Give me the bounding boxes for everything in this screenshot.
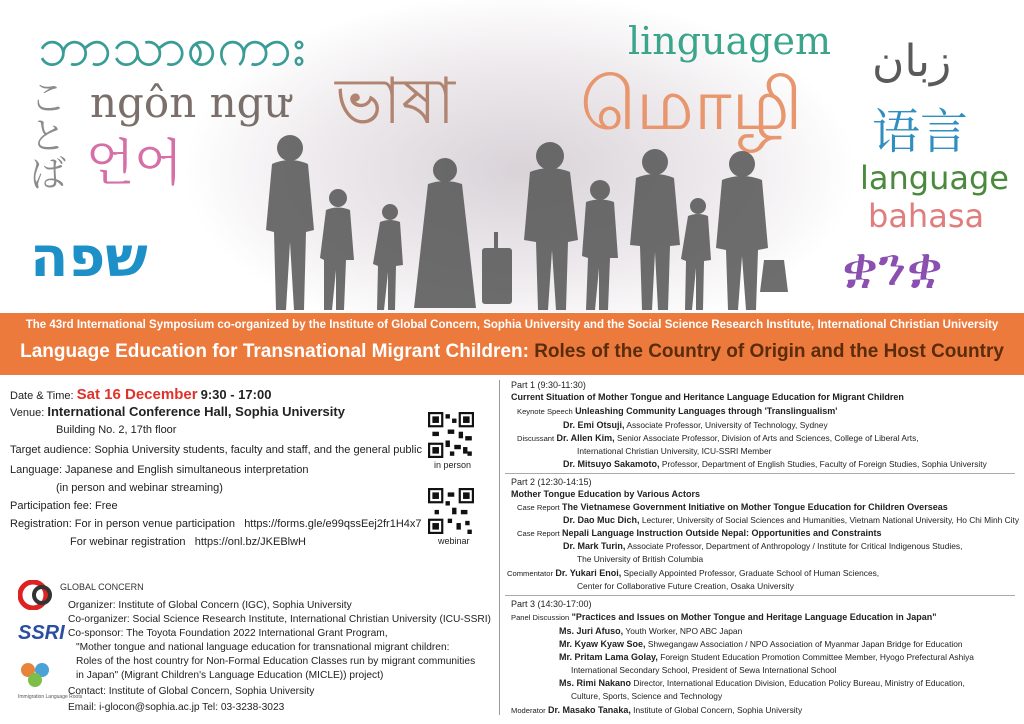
word-korean: 언어 xyxy=(86,134,183,192)
discussant-role: Discussant xyxy=(517,434,555,443)
registration-link-webinar[interactable]: https://onl.bz/JKEBlwH xyxy=(194,536,307,548)
part2-speaker2 xyxy=(563,541,962,551)
case-role: Case Report xyxy=(517,529,560,538)
title-part2: Roles of the Country of Origin and the Host Country xyxy=(534,341,1004,362)
word-persian: زبان xyxy=(872,36,952,87)
igc-logo-icon xyxy=(18,580,56,610)
keynote-role: Keynote Speech xyxy=(517,407,573,416)
speaker-name: Dr. Allen Kim, xyxy=(556,433,615,443)
speaker-affiliation: Associate Professor, Department of Anthropology / Institute for Critical Indigenous Studies, xyxy=(627,541,963,551)
speaker-name: Dr. Mark Turin, xyxy=(563,541,626,551)
part1-speaker3 xyxy=(563,459,987,469)
panelist-1 xyxy=(559,626,742,636)
language-info: Language: Japanese and English simultaneous interpretation xyxy=(10,464,309,476)
organizer: Organizer: Institute of Global Concern (IGC), Sophia University xyxy=(68,600,352,611)
speaker-affiliation: Specially Appointed Professor, Graduate School of Human Sciences, xyxy=(623,568,880,578)
keynote-title: Unleashing Community Languages through 'Translingualism' xyxy=(575,406,838,416)
qr-code-person-icon[interactable] xyxy=(428,412,474,458)
word-vietnamese: ngôn ngư xyxy=(90,78,291,127)
word-bengali: ভাষা xyxy=(335,65,456,139)
word-tamil: மொழி xyxy=(580,62,803,146)
part2-title: Mother Tongue Education by Various Actors xyxy=(511,489,701,499)
speaker-name: Dr. Dao Muc Dich, xyxy=(563,515,640,525)
part2-case1 xyxy=(517,502,948,512)
speaker-affiliation: Foreign Student Education Promotion Committee Member, Hyogo Prefectural Ashiya xyxy=(660,652,974,662)
title-band xyxy=(0,313,1024,375)
symposium-subtitle: The 43rd International Symposium co-organized by the Institute of Global Concern, Sophia University and the Social Science Research Institute, International Christian University xyxy=(25,319,999,331)
part2-speaker2-aff2: The University of British Columbia xyxy=(577,554,704,564)
case-title: The Vietnamese Government Initiative on Mother Tongue Education for Children Overseas xyxy=(561,502,948,512)
part1-title: Current Situation of Mother Tongue and Heritance Language Education for Migrant Children xyxy=(511,392,904,402)
word-portuguese: linguagem xyxy=(628,19,832,63)
speaker-affiliation: Youth Worker, NPO ABC Japan xyxy=(625,626,743,636)
word-amharic: ቋንቋ xyxy=(842,235,943,298)
section-divider xyxy=(505,473,1015,474)
speaker-name: Mr. Pritam Lama Golay, xyxy=(559,652,658,662)
webinar-row xyxy=(70,536,306,548)
part3-heading: Part 3 (14:30-17:00) xyxy=(511,599,592,609)
part1-keynote xyxy=(517,406,837,416)
time-value: 9:30 - 17:00 xyxy=(200,387,272,402)
moderator-role: Moderator xyxy=(511,706,546,715)
igc-logo xyxy=(18,580,144,615)
registration-label: Registration: For in person venue participation xyxy=(10,518,236,530)
date-value: Sat 16 December xyxy=(76,386,198,403)
panelist-2 xyxy=(559,639,963,649)
qr-person-label: in person xyxy=(434,460,472,470)
word-hebrew: שפה xyxy=(30,225,148,290)
part1-discussant xyxy=(517,433,919,443)
ssri-logo: SSRI xyxy=(18,622,65,644)
speaker-name: Dr. Masako Tanaka, xyxy=(547,705,631,715)
venue-value: International Conference Hall, Sophia University xyxy=(47,404,345,419)
panelist-3-aff2: International Secondary School, President of Sewa International School xyxy=(571,665,837,675)
venue-row xyxy=(10,404,345,419)
language-detail: (in person and webinar streaming) xyxy=(56,482,223,494)
part2-heading: Part 2 (12:30-14:15) xyxy=(511,477,592,487)
target-audience: Target audience: Sophia University students, faculty and staff, and the general public xyxy=(10,444,422,456)
co-organizer: Co-organizer: Social Science Research Institute, International Christian University (ICU-SSRI) xyxy=(68,614,491,625)
column-divider xyxy=(499,380,500,715)
word-chinese: 语言 xyxy=(872,104,969,160)
speaker-affiliation: Shwegangaw Association / NPO Association of Myanmar Japan Bridge for Education xyxy=(647,639,963,649)
speaker-affiliation: Institute of Global Concern, Sophia University xyxy=(633,705,803,715)
panel-title: "Practices and Issues on Mother Tongue and Heritage Language Education in Japan" xyxy=(571,612,937,622)
commentator-role: Commentator xyxy=(507,569,554,578)
email-tel: Email: i-glocon@sophia.ac.jp Tel: 03-3238-3023 xyxy=(68,702,285,713)
speaker-affiliation: Senior Associate Professor, Division of Arts and Sciences, College of Liberal Arts, xyxy=(616,433,919,443)
co-sponsor-line4: in Japan" (Migrant Children's Language Education (MICLE)) project) xyxy=(76,670,384,681)
part2-speaker1 xyxy=(563,515,1019,525)
igc-logo-text: GLOBAL CONCERN xyxy=(60,582,144,592)
panelist-3 xyxy=(559,652,974,662)
speaker-affiliation: Professor, Department of English Studies, Faculty of Foreign Studies, Sophia University xyxy=(661,459,987,469)
moderator xyxy=(511,705,802,715)
part1-speaker2-aff2: International Christian University, ICU-SSRI Member xyxy=(577,446,772,456)
case-role: Case Report xyxy=(517,503,560,512)
section-divider xyxy=(505,595,1015,596)
part3-panel xyxy=(511,612,937,622)
word-burmese: ဘာသာစကား xyxy=(38,15,306,78)
word-english: language xyxy=(860,159,1009,197)
date-label: Date & Time: xyxy=(10,390,74,402)
word-indonesian: bahasa xyxy=(868,197,985,235)
webinar-label: For webinar registration xyxy=(70,536,186,548)
speaker-name: Ms. Juri Afuso, xyxy=(559,626,624,636)
title-part1: Language Education for Transnational Migrant Children: xyxy=(20,341,529,362)
speaker-name: Ms. Rimi Nakano xyxy=(559,678,632,688)
date-row xyxy=(10,386,271,403)
panel-role: Panel Discussion xyxy=(511,613,570,622)
part2-speaker3-aff2: Center for Collaborative Future Creation, Osaka University xyxy=(577,581,794,591)
co-sponsor-line2: "Mother tongue and national language education for transnational migrant children: xyxy=(76,642,450,653)
micle-logo xyxy=(18,660,83,700)
participation-fee: Participation fee: Free xyxy=(10,500,118,512)
micle-logo-icon xyxy=(18,660,54,692)
speaker-name: Mr. Kyaw Kyaw Soe, xyxy=(559,639,646,649)
hero-banner xyxy=(0,0,1024,312)
speaker-affiliation: Associate Professor, University of Technology, Sydney xyxy=(626,420,828,430)
part1-speaker1 xyxy=(563,420,828,430)
word-japanese: ことば xyxy=(30,78,67,195)
speaker-name: Dr. Emi Otsuji, xyxy=(563,420,625,430)
qr-webinar-label: webinar xyxy=(438,536,470,546)
part1-heading: Part 1 (9:30-11:30) xyxy=(511,380,586,390)
co-sponsor-line3: Roles of the host country for Non-Formal Education Classes run by migrant communities xyxy=(76,656,476,667)
panelist-4 xyxy=(559,678,965,688)
part2-commentator xyxy=(507,568,879,578)
contact: Contact: Institute of Global Concern, Sophia University xyxy=(68,686,315,697)
family-silhouettes-icon xyxy=(250,120,790,312)
case-title: Nepali Language Instruction Outside Nepal: Opportunities and Constraints xyxy=(561,528,882,538)
venue-detail: Building No. 2, 17th floor xyxy=(56,424,177,436)
part2-case2 xyxy=(517,528,882,538)
qr-code-webinar-icon[interactable] xyxy=(428,488,474,534)
registration-link-person[interactable]: https://forms.gle/e99qssEej2fr1H4x7 xyxy=(244,518,422,530)
speaker-affiliation: Director, International Education Division, Education Policy Bureau, Ministry of Education, xyxy=(633,678,965,688)
speaker-name: Dr. Yukari Enoi, xyxy=(555,568,622,578)
symposium-title xyxy=(0,341,1024,363)
co-sponsor: Co-sponsor: The Toyota Foundation 2022 International Grant Program, xyxy=(68,628,388,639)
registration-row xyxy=(10,518,422,530)
panelist-4-aff2: Culture, Sports, Science and Technology xyxy=(571,691,723,701)
speaker-name: Dr. Mitsuyo Sakamoto, xyxy=(563,459,660,469)
speaker-affiliation: Lecturer, University of Social Sciences and Humanities, Vietnam National University, Ho Chi Minh City xyxy=(641,515,1020,525)
micle-logo-text: Immigration Language Roots xyxy=(18,694,83,700)
venue-label: Venue: xyxy=(10,407,45,419)
